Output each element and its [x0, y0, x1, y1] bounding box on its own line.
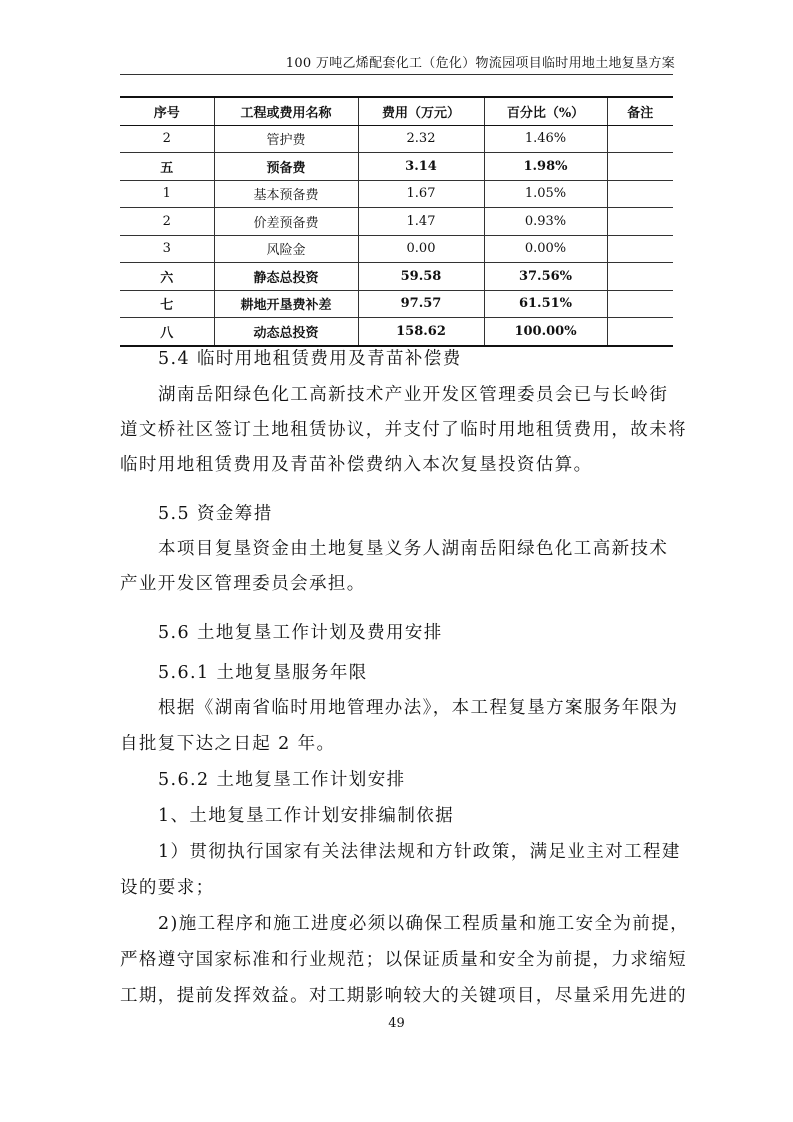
col-header-name: 工程或费用名称 — [214, 97, 358, 125]
row-cost: 1.67 — [358, 180, 484, 208]
row-note — [607, 208, 673, 236]
paragraph-line: 严格遵守国家标准和行业规范；以保证质量和安全为前提，力求缩短 — [120, 950, 687, 970]
row-no: 七 — [120, 290, 214, 318]
row-no: 八 — [120, 318, 214, 346]
row-note — [607, 180, 673, 208]
row-percent: 1.46% — [484, 125, 607, 153]
row-no: 1 — [120, 180, 214, 208]
row-name: 动态总投资 — [214, 318, 358, 346]
header-rule — [120, 74, 673, 75]
row-no: 2 — [120, 208, 214, 236]
cost-table — [120, 96, 673, 347]
table-row — [120, 153, 673, 181]
row-name: 静态总投资 — [214, 263, 358, 291]
row-name: 管护费 — [214, 125, 358, 153]
table-header-row — [120, 97, 673, 125]
col-header-no: 序号 — [120, 97, 214, 125]
row-note — [607, 318, 673, 346]
page-number: 49 — [388, 1016, 405, 1031]
paragraph-line: 道文桥社区签订土地租赁协议，并支付了临时用地租赁费用，故未将 — [120, 420, 687, 440]
paragraph-line: 1）贯彻执行国家有关法律法规和方针政策，满足业主对工程建 — [158, 842, 681, 862]
col-header-note: 备注 — [607, 97, 673, 125]
table-row — [120, 318, 673, 346]
table-row — [120, 125, 673, 153]
row-cost: 0.00 — [358, 235, 484, 263]
row-percent: 0.00% — [484, 235, 607, 263]
row-name: 风险金 — [214, 235, 358, 263]
row-cost: 158.62 — [358, 318, 484, 346]
row-percent: 0.93% — [484, 208, 607, 236]
col-header-cost: 费用（万元） — [358, 97, 484, 125]
table-row — [120, 208, 673, 236]
row-no: 六 — [120, 263, 214, 291]
row-name: 基本预备费 — [214, 180, 358, 208]
row-note — [607, 125, 673, 153]
row-note — [607, 290, 673, 318]
row-name: 预备费 — [214, 153, 358, 181]
paragraph-line: 产业开发区管理委员会承担。 — [120, 574, 366, 594]
row-name: 耕地开垦费补差 — [214, 290, 358, 318]
table-row — [120, 235, 673, 263]
paragraph-line: 本项目复垦资金由土地复垦义务人湖南岳阳绿色化工高新技术 — [158, 539, 669, 559]
row-cost: 97.57 — [358, 290, 484, 318]
section-heading-5-6: 5.6 土地复垦工作计划及费用安排 — [158, 623, 443, 643]
row-cost: 3.14 — [358, 153, 484, 181]
section-heading-5-5: 5.5 资金筹措 — [158, 504, 273, 524]
section-heading-5-6-1: 5.6.1 土地复垦服务年限 — [158, 663, 368, 683]
paragraph-line: 工期，提前发挥效益。对工期影响较大的关键项目，尽量采用先进的 — [120, 986, 687, 1006]
row-note — [607, 235, 673, 263]
row-percent: 61.51% — [484, 290, 607, 318]
row-cost: 2.32 — [358, 125, 484, 153]
table-row — [120, 263, 673, 291]
section-heading-5-6-2: 5.6.2 土地复垦工作计划安排 — [158, 770, 406, 790]
row-no: 2 — [120, 125, 214, 153]
paragraph-line: 2)施工程序和施工进度必须以确保工程质量和施工安全为前提， — [158, 914, 690, 934]
row-cost: 1.47 — [358, 208, 484, 236]
table-row — [120, 290, 673, 318]
row-percent: 100.00% — [484, 318, 607, 346]
row-cost: 59.58 — [358, 263, 484, 291]
row-percent: 1.98% — [484, 153, 607, 181]
col-header-percent: 百分比（%） — [484, 97, 607, 125]
paragraph-line: 自批复下达之日起 2 年。 — [120, 734, 336, 754]
paragraph-line: 临时用地租赁费用及青苗补偿费纳入本次复垦投资估算。 — [120, 455, 593, 475]
row-name: 价差预备费 — [214, 208, 358, 236]
section-heading-5-4: 5.4 临时用地租赁费用及青苗补偿费 — [158, 349, 462, 369]
row-no: 五 — [120, 153, 214, 181]
row-note — [607, 263, 673, 291]
paragraph-line: 设的要求； — [120, 878, 215, 898]
table-row — [120, 180, 673, 208]
paragraph-line: 湖南岳阳绿色化工高新技术产业开发区管理委员会已与长岭街 — [158, 385, 669, 405]
row-note — [607, 153, 673, 181]
list-item-heading: 1、土地复垦工作计划安排编制依据 — [158, 806, 455, 826]
row-percent: 37.56% — [484, 263, 607, 291]
running-header: 100 万吨乙烯配套化工（危化）物流园项目临时用地土地复垦方案 — [285, 56, 675, 71]
row-no: 3 — [120, 235, 214, 263]
row-percent: 1.05% — [484, 180, 607, 208]
paragraph-line: 根据《湖南省临时用地管理办法》，本工程复垦方案服务年限为 — [158, 698, 679, 718]
